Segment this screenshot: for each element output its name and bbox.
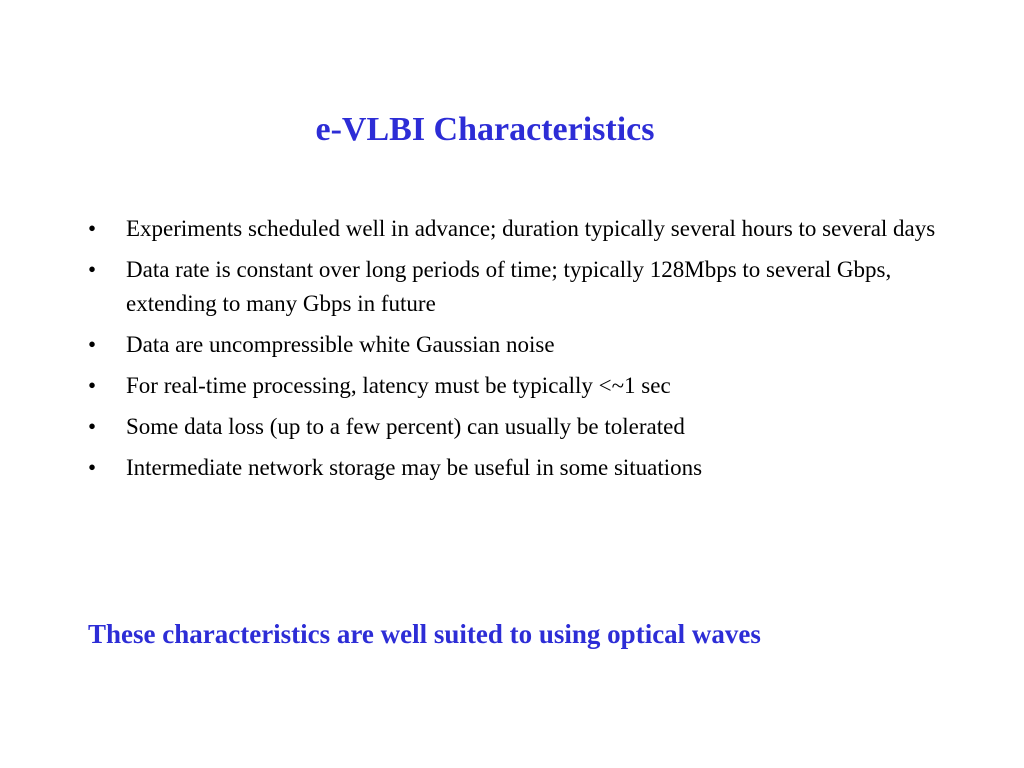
bullet-list <box>88 212 968 492</box>
bullet-item <box>88 410 968 444</box>
bullet-icon: • <box>88 216 97 241</box>
bullet-icon: • <box>88 455 97 480</box>
bullet-icon: • <box>88 373 97 398</box>
bullet-text: Experiments scheduled well in advance; duration typically several hours to several days <box>126 216 936 241</box>
slide-title: e-VLBI Characteristics <box>315 111 655 148</box>
bullet-item <box>88 369 968 403</box>
bullet-text: For real-time processing, latency must be typically <~1 sec <box>126 373 671 398</box>
bullet-item <box>88 451 968 485</box>
bullet-text: Data rate is constant over long periods of time; typically 128Mbps to several Gbps, extending to many Gbps in future <box>126 257 892 316</box>
bullet-icon: • <box>88 414 97 439</box>
bullet-icon: • <box>88 257 97 282</box>
bullet-text: Intermediate network storage may be useful in some situations <box>126 455 703 480</box>
bullet-text: Data are uncompressible white Gaussian noise <box>126 332 555 357</box>
bullet-item <box>88 328 968 362</box>
conclusion-statement: These characteristics are well suited to using optical waves <box>88 619 761 649</box>
bullet-text: Some data loss (up to a few percent) can usually be tolerated <box>126 414 685 439</box>
bullet-icon: • <box>88 332 97 357</box>
bullet-item <box>88 212 968 246</box>
bullet-item <box>88 253 968 321</box>
